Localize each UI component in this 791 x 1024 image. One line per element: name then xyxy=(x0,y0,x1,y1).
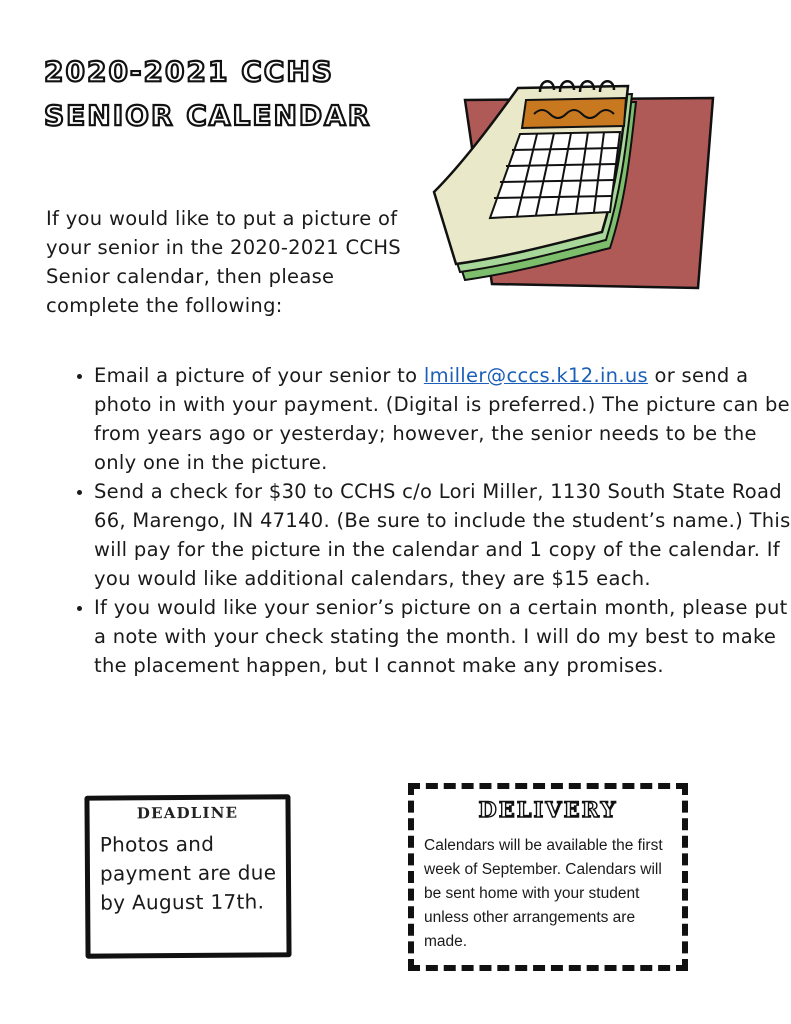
deadline-title: DEADLINE xyxy=(136,803,239,823)
deadline-box xyxy=(84,794,291,958)
deadline-text: Photos and payment are due by August 17th. xyxy=(99,831,277,915)
list-item: • Send a check for $30 to CCHS c/o Lori Miller, 1130 South State Road 66, Marengo, IN 47140. (Be sure to include the student’s name.) This will pay for the picture in the calendar and 1 copy of the calendar. If you would like additional calendars, they are $15 each. xyxy=(94,477,791,593)
delivery-text: Calendars will be available the first week of September. Calendars will be sent home with your student unless other arrangements are made. xyxy=(424,837,663,950)
calendar-icon xyxy=(430,62,715,302)
bullet-1-text-after: or send a photo in with your payment. (Digital is preferred.) The picture can be from years ago or yesterday; however, the senior needs to be the only one in the picture. xyxy=(94,364,790,474)
email-link[interactable]: lmiller@cccs.k12.in.us xyxy=(423,364,648,387)
list-item xyxy=(94,361,791,477)
page-title xyxy=(44,50,371,138)
intro-paragraph: If you would like to put a picture of your senior in the 2020-2021 CCHS Senior calendar, then please complete the following: xyxy=(46,207,401,317)
title-line-2: SENIOR CALENDAR xyxy=(44,99,372,132)
list-item: • If you would like your senior’s picture on a certain month, please put a note with your check stating the month. I will do my best to make the placement happen, but I cannot make any promises. xyxy=(94,593,791,680)
title-line-1: 2020-2021 CCHS xyxy=(44,55,334,88)
bullet-1-text-before: Email a picture of your senior to xyxy=(94,364,424,387)
delivery-box xyxy=(408,783,688,971)
instructions-list xyxy=(58,361,791,680)
delivery-title: DELIVERY xyxy=(478,797,618,822)
